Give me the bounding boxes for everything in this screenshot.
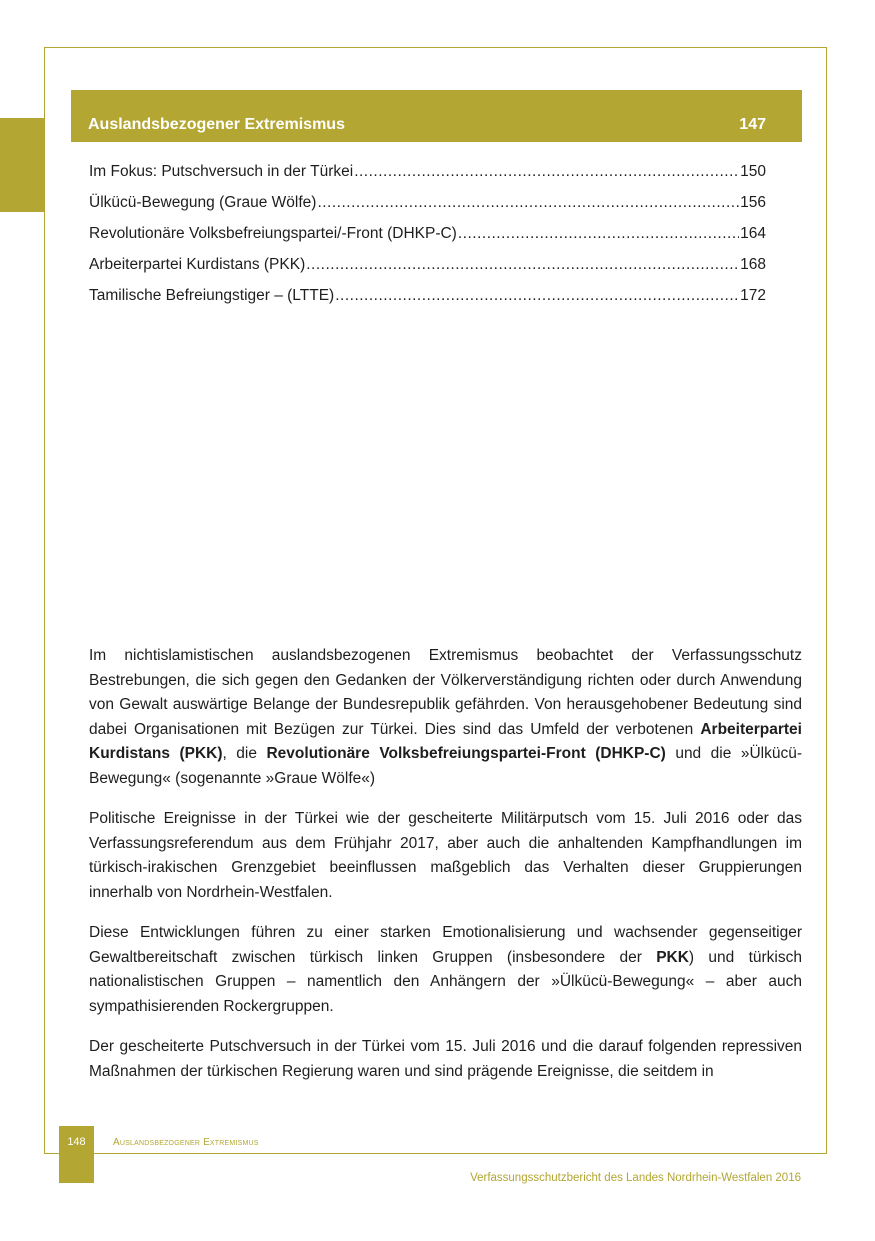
toc-entry[interactable] xyxy=(89,256,766,287)
toc-entry-page: 168 xyxy=(740,256,766,273)
toc-leader xyxy=(306,256,739,274)
footer-report-title: Verfassungsschutzbericht des Landes Nordrhein-Westfalen 2016 xyxy=(470,1172,801,1184)
paragraph: Diese Entwicklungen führen zu einer starken Emotionalisierung und wachsender gegenseitiger Gewaltbereitschaft zwischen türkisch linken Gruppen (insbesondere der PKK) und türkisch nationalistischen Gruppen – namentlich den Anhängern der »Ülkücü-Bewegung« – aber auch sympathisierenden Rockergruppen. xyxy=(89,924,802,1015)
toc-entry[interactable] xyxy=(89,225,766,256)
toc-leader xyxy=(354,163,739,181)
toc-entry-page: 164 xyxy=(740,225,766,242)
toc-leader xyxy=(317,194,739,212)
footer-page-number: 148 xyxy=(67,1136,86,1148)
chapter-side-tab xyxy=(0,118,44,212)
toc-entry-label: Arbeiterpartei Kurdistans (PKK) xyxy=(89,256,306,273)
paragraph: Politische Ereignisse in der Türkei wie der gescheiterte Militärputsch vom 15. Juli 2016 oder das Verfassungsreferendum aus dem Frühjahr 2017, aber auch die anhaltenden Kampfhandlungen im türkisch-irakischen Grenzgebiet beeinflussen maßgeblich das Verhalten dieser Gruppierungen innerhalb von Nordrhein-Westfalen. xyxy=(89,810,802,901)
toc-entry[interactable] xyxy=(89,163,766,194)
paragraph: Der gescheiterte Putschversuch in der Türkei vom 15. Juli 2016 und die darauf folgenden repressiven Maßnahmen der türkischen Regierung waren und sind prägende Ereignisse, die seitdem in xyxy=(89,1038,802,1080)
toc-entry[interactable] xyxy=(89,194,766,225)
table-of-contents xyxy=(89,163,766,318)
chapter-title: Auslandsbezogener Extremismus xyxy=(88,116,345,133)
toc-entry-label: Im Fokus: Putschversuch in der Türkei xyxy=(89,163,354,180)
body-text xyxy=(89,644,802,1100)
toc-entry-label: Revolutionäre Volksbefreiungspartei/-Front (DHKP-C) xyxy=(89,225,457,242)
chapter-page: 147 xyxy=(739,116,766,133)
paragraph: Im nichtislamistischen auslandsbezogenen Extremismus beobachtet der Verfassungsschutz Bestrebungen, die sich gegen den Gedanken der Völkerverständigung richten oder durch Anwendung von Gewalt auswärtige Belange der Bundesrepublik gefährden. Von herausgehobener Bedeutung sind dabei Organisationen mit Bezügen zur Türkei. Dies sind das Umfeld der verbotenen Arbeiterpartei Kurdistans (PKK), die Revolutionäre Volksbefreiungspartei-Front (DHKP-C) und die »Ülkücü-Bewegung« (sogenannte »Graue Wölfe«) xyxy=(89,647,803,787)
toc-leader xyxy=(335,287,739,305)
bold-term: Arbeiterpartei Kurdistans (PKK) xyxy=(89,720,802,762)
chapter-header xyxy=(71,90,802,142)
toc-leader xyxy=(458,225,739,243)
toc-entry-page: 172 xyxy=(740,287,766,304)
footer-chapter-title: Auslandsbezogener Extremismus xyxy=(113,1137,259,1148)
toc-entry-label: Ülkücü-Bewegung (Graue Wölfe) xyxy=(89,194,317,211)
toc-entry[interactable] xyxy=(89,287,766,318)
footer-page-box xyxy=(59,1126,94,1183)
bold-term: PKK xyxy=(656,948,689,966)
toc-entry-page: 150 xyxy=(740,163,766,180)
toc-entry-page: 156 xyxy=(740,194,766,211)
toc-entry-label: Tamilische Befreiungstiger – (LTTE) xyxy=(89,287,335,304)
bold-term: Revolutionäre Volksbefreiungspartei-Front (DHKP-C) xyxy=(266,745,666,762)
